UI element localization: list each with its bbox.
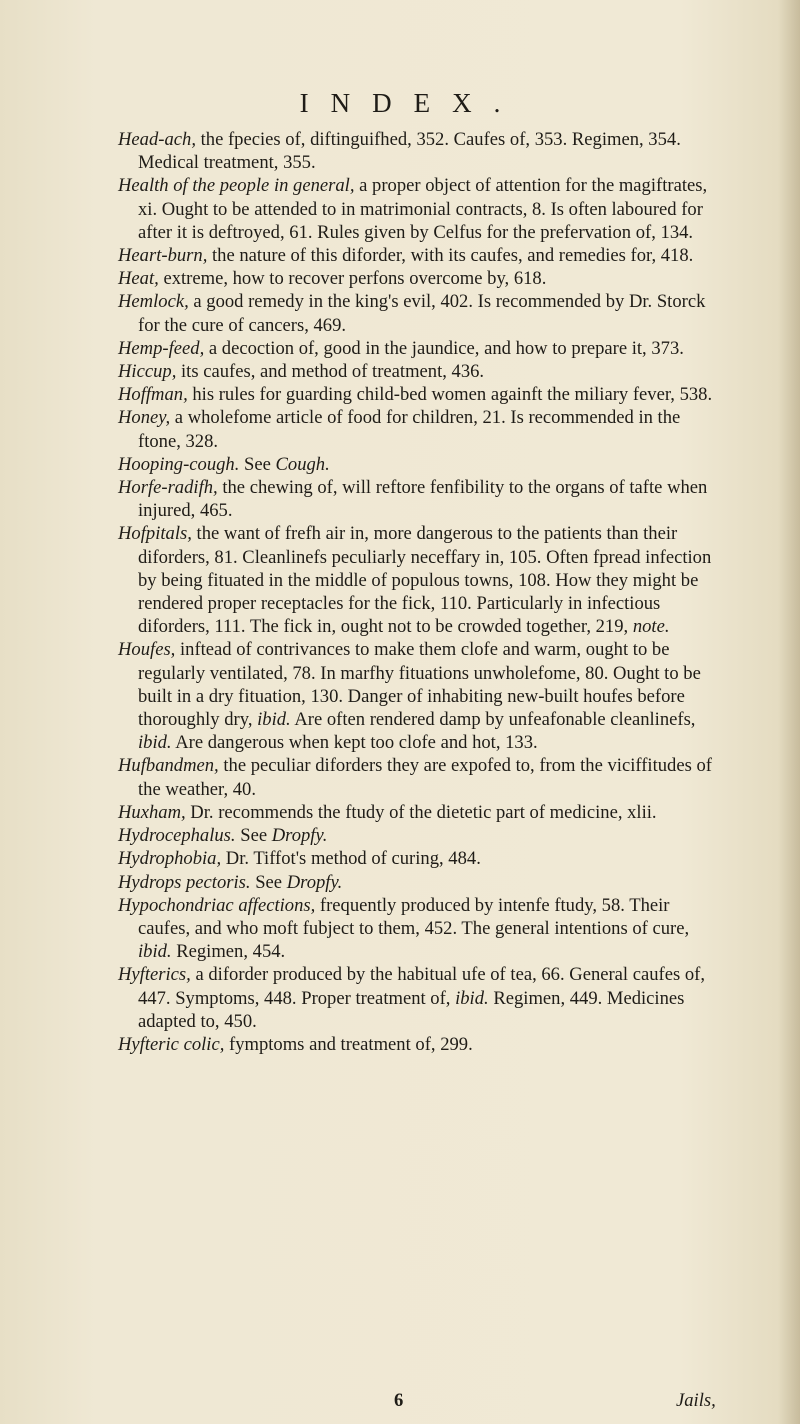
entry-head: Hoffman, [118,384,188,406]
entry-text: a good remedy in the king's evil, 402. Is recommended by Dr. Storck for the cure of cancers, 469. [138,291,706,336]
ibid-reference: ibid. [257,709,291,731]
index-entries [118,128,718,1056]
page-edge-shadow [778,0,800,1424]
ibid-reference: ibid. [138,732,172,754]
entry-text: Dr. recommends the ftudy of the dietetic part of medicine, xlii. [185,801,657,823]
entry-text: Are often rendered damp by unfeafonable cleanlinefs, [290,709,696,731]
entry-text: Regimen, 449. Medicines adapted to, 450. [138,987,685,1032]
entry-head: Hiccup, [118,361,177,383]
index-entry [118,244,718,267]
index-entry [118,754,718,800]
note-reference: note. [632,616,670,638]
entry-text: a diforder produced by the habitual ufe of tea, 66. General caufes of, 447. Symptoms, 448. Proper treatment of, [138,964,706,1009]
index-entry [118,290,718,336]
index-entry [118,847,718,870]
entry-text: a proper object of attention for the magiftrates, xi. Ought to be attended to in matrimonial contracts, 8. Is often laboured for after it is deftroyed, 61. Rules given by Celfus for the prefervation of, 134. [138,175,708,243]
entry-head: Hemp-feed, [118,337,205,359]
entry-text: the peculiar diforders they are expofed to, from the viciffitudes of the weather, 40. [138,755,712,800]
cross-reference: Dropfy. [271,825,328,847]
page-header: INDEX. [299,88,523,118]
entry-head: Hydrocephalus. [118,825,236,847]
entry-head: Houfes, [118,639,176,661]
ibid-reference: ibid. [138,941,172,963]
entry-head: Heart-burn, [118,245,208,267]
index-entry [118,638,718,754]
entry-text: Dr. Tiffot's method of curing, 484. [221,848,481,870]
index-entry [118,1033,718,1056]
cross-reference: Cough. [275,453,330,475]
index-entry [118,174,718,244]
entry-head: Head-ach, [118,129,196,150]
entry-head: Hofpitals, [118,523,192,545]
entry-text: Are dangerous when kept too clofe and hot, 133. [171,732,538,754]
entry-text: See [250,871,287,893]
index-entry [118,128,718,174]
ibid-reference: ibid. [455,987,489,1009]
entry-text: fymptoms and treatment of, 299. [224,1033,473,1055]
entry-head: Hydrophobia, [118,848,222,870]
entry-head: Hypochondriac affections, [118,894,316,916]
entry-text: his rules for guarding child-bed women againft the miliary fever, 538. [187,384,713,406]
entry-head: Horfe-radifh, [118,477,218,499]
entry-text: See [235,825,272,847]
entry-head: Heat, [118,268,159,290]
entry-text: extreme, how to recover perfons overcome by, 618. [158,268,547,290]
catchword: Jails, [676,1390,716,1411]
entry-text: the want of frefh air in, more dangerous to the patients than their diforders, 81. Cleanlinefs peculiarly neceffary in, 105. Often fpread infection by being fituated in the middle of populous towns, 108. How they might be rendered proper receptacles for the fick, 110. Particularly in infectious diforders, 111. The fick in, ought not to be crowded together, 219, [138,523,712,638]
entry-text: a decoction of, good in the jaundice, and how to prepare it, 373. [204,337,684,359]
index-entry [118,963,718,1033]
index-entry [118,453,718,476]
entry-head: Hydrops pectoris. [118,871,251,893]
entry-head: Huxham, [118,801,186,823]
entry-text: See [239,453,276,475]
entry-head: Hemlock, [118,291,189,313]
entry-text: frequently produced by intenfe ftudy, 58. Their caufes, and who moft fubject to them, 452. The general intentions of cure, [138,894,690,939]
cross-reference: Dropfy. [286,871,343,893]
entry-text: a wholefome article of food for children, 21. Is recommended in the ftone, 328. [138,407,681,452]
entry-head: Hyfteric colic, [118,1033,225,1055]
entry-head: Hyfterics, [118,964,191,986]
signature-mark: 6 [394,1390,404,1411]
index-entry [118,337,718,360]
index-entry [118,383,718,406]
index-entry [118,824,718,847]
index-entry [118,406,718,452]
entry-text: the nature of this diforder, with its caufes, and remedies for, 418. [207,245,694,267]
entry-text: its caufes, and method of treatment, 436. [176,361,485,383]
entry-head: Health of the people in general, [118,175,355,197]
entry-text: inftead of contrivances to make them clofe and warm, ought to be regularly ventilated, 78. In marfhy fituations unwholefome, 80. Ought to be built in a dry fituation, 130. Danger of inhabiting new-built houfes before thoroughly dry, [138,639,701,731]
index-entry [118,267,718,290]
entry-head: Honey, [118,407,171,429]
page-footer [0,1390,800,1414]
entry-text: Regimen, 454. [171,941,286,963]
index-entry [118,801,718,824]
index-entry [118,894,718,964]
entry-text: the chewing of, will reftore fenfibility to the organs of tafte when injured, 465. [138,477,708,522]
entry-head: Hufbandmen, [118,755,219,777]
index-entry [118,522,718,638]
entry-text: the fpecies of, diftinguifhed, 352. Caufes of, 353. Regimen, 354. Medical treatment, 355. [138,129,681,174]
index-entry [118,476,718,522]
index-entry [118,360,718,383]
index-entry [118,871,718,894]
entry-head: Hooping-cough. [118,453,240,475]
